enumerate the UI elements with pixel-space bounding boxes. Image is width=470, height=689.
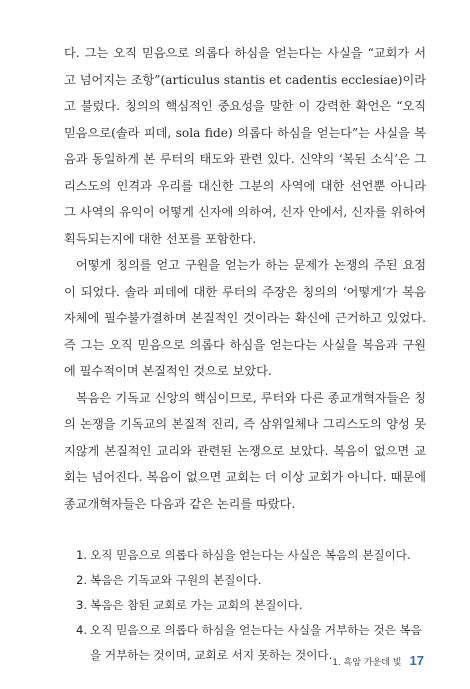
page-footer	[332, 653, 424, 668]
paragraph-1: 다. 그는 오직 믿음으로 의롭다 하심을 얻는다는 사실을 “교회가 서고 넘어지는 조항”(articulus stantis et cadentis ecclesiae)이라고 불렀다. 칭의의 핵심적인 중요성을 말한 이 강력한 확언은 “오직 믿음으로(솔라 피데, sola fide) 의롭다 하심을 얻는다”는 사실을 복음과 동일하게 본 루터의 태도와 관련 있다. 신약의 ‘복된 소식’은 그리스도의 인격과 우리를 대신한 그분의 사역에 대한 선언뿐 아니라 그 사역의 유익이 어떻게 신자에 의하여, 신자 안에서, 신자를 위하여 획득되는지에 대한 선포를 포함한다.	[64, 46, 426, 246]
list-text: 복음은 참된 교회로 가는 교회의 본질이다.	[90, 598, 303, 612]
paragraph-3: 복음은 기독교 신앙의 핵심이므로, 루터와 다른 종교개혁자들은 칭의 논쟁을 기독교의 본질적 진리, 즉 삼위일체나 그리스도의 양성 못지않게 본질적인 교리와 관련된 논쟁으로 보았다. 복음이 없으면 교회는 넘어진다. 복음이 없으면 교회는 더 이상 교회가 아니다. 때문에 종교개혁자들은 다음과 같은 논리를 따랐다.	[64, 390, 426, 511]
page-number: 17	[409, 653, 424, 668]
paragraph-2: 어떻게 칭의를 얻고 구원을 얻는가 하는 문제가 논쟁의 주된 요점이 되었다. 솔라 피데에 대한 루터의 주장은 칭의의 ‘어떻게’가 복음 자체에 필수불가결하며 본질적인 것이라는 확신에 근거하고 있었다. 즉 그는 오직 믿음으로 의롭다 하심을 얻는다는 사실을 복음과 구원에 필수적이며 본질적인 것으로 보았다.	[64, 258, 426, 378]
list-number: 2.	[76, 573, 88, 587]
chapter-title: 1. 흑암 가운데 빛	[332, 658, 402, 668]
list-item	[76, 593, 426, 618]
page-body	[64, 40, 426, 668]
list-text: 오직 믿음으로 의롭다 하심을 얻는다는 사실은 복음의 본질이다.	[90, 548, 411, 562]
list-number: 3.	[76, 598, 88, 612]
list-text: 복음은 기독교와 구원의 본질이다.	[90, 573, 262, 587]
list-text: 오직 믿음으로 의롭다 하심을 얻는다는 사실을 거부하는 것은 복음을 거부하는 것이며, 교회로 서지 못하는 것이다.	[90, 623, 422, 662]
list-number: 4.	[76, 623, 88, 637]
numbered-list	[76, 543, 426, 668]
list-number: 1.	[76, 548, 88, 562]
list-item	[76, 543, 426, 568]
list-item	[76, 568, 426, 593]
